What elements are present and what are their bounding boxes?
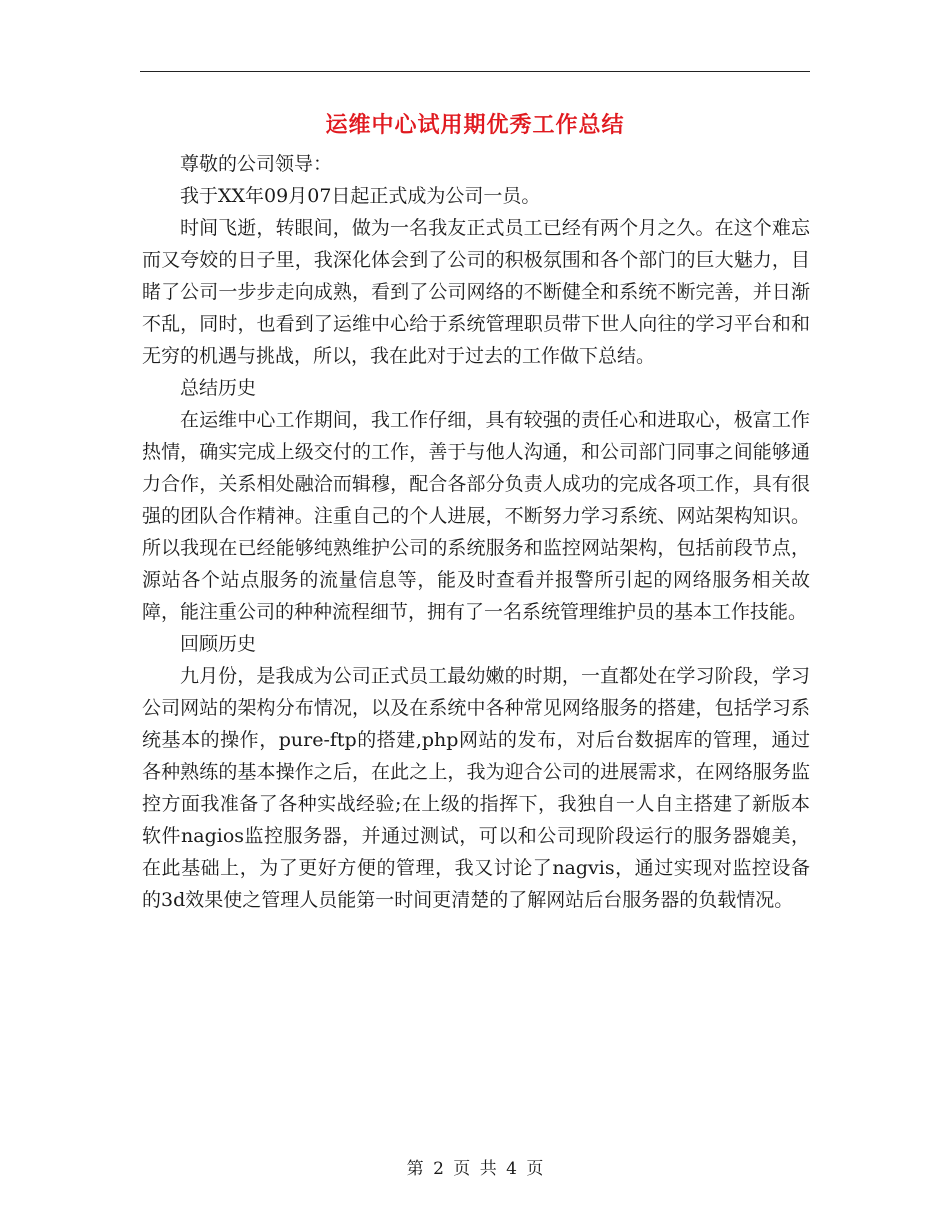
paragraph-summary: 在运维中心工作期间，我工作仔细，具有较强的责任心和进取心，极富工作热情，确实完成上级交付的工作，善于与他人沟通，和公司部门同事之间能够通力合作，关系相处融洽而辑穆，配合各部分负责人成功的完成各项工作，具有很强的团队合作精神。注重自己的个人进展，不断努力学习系统、网站架构知识。所以我现在已经能够纯熟维护公司的系统服务和监控网站架构，包括前段节点，源站各个站点服务的流量信息等，能及时查看并报警所引起的网络服务相关故障，能注重公司的种种流程细节，拥有了一名系统管理维护员的基本工作技能。 bbox=[142, 409, 810, 623]
paragraph-salutation: 尊敬的公司领导： bbox=[180, 153, 333, 175]
section-heading-summary: 总结历史 bbox=[180, 377, 257, 399]
document-body bbox=[142, 148, 810, 916]
paragraph-intro: 我于XX年09月07日起正式成为公司一员。 bbox=[180, 185, 541, 207]
paragraph-review: 九月份，是我成为公司正式员工最幼嫩的时期，一直都处在学习阶段，学习公司网站的架构分布情况，以及在系统中各种常见网络服务的搭建，包括学习系统基本的操作，pure-ftp的搭建,php网站的发布，对后台数据库的管理，通过各种熟练的基本操作之后，在此之上，我为迎合公司的进展需求，在网络服务监控方面我准备了各种实战经验;在上级的指挥下，我独自一人自主搭建了新版本软件nagios监控服务器，并通过测试，可以和公司现阶段运行的服务器媲美，在此基础上，为了更好方便的管理，我又讨论了nagvis，通过实现对监控设备的3d效果使之管理人员能第一时间更清楚的了解网站后台服务器的负载情况。 bbox=[142, 665, 810, 911]
section-heading-review: 回顾历史 bbox=[180, 633, 257, 655]
page-footer: 第 2 页 共 4 页 bbox=[406, 1159, 544, 1179]
paragraph-overview: 时间飞逝，转眼间，做为一名我友正式员工已经有两个月之久。在这个难忘而又夸姣的日子里，我深化体会到了公司的积极氛围和各个部门的巨大魅力，目睹了公司一步步走向成熟，看到了公司网络的不断健全和系统不断完善，并日渐不乱，同时，也看到了运维中心给于系统管理职员带下世人向往的学习平台和和无穷的机遇与挑战，所以，我在此对于过去的工作做下总结。 bbox=[142, 217, 810, 367]
document-title: 运维中心试用期优秀工作总结 bbox=[325, 112, 625, 138]
header-rule bbox=[140, 71, 810, 72]
